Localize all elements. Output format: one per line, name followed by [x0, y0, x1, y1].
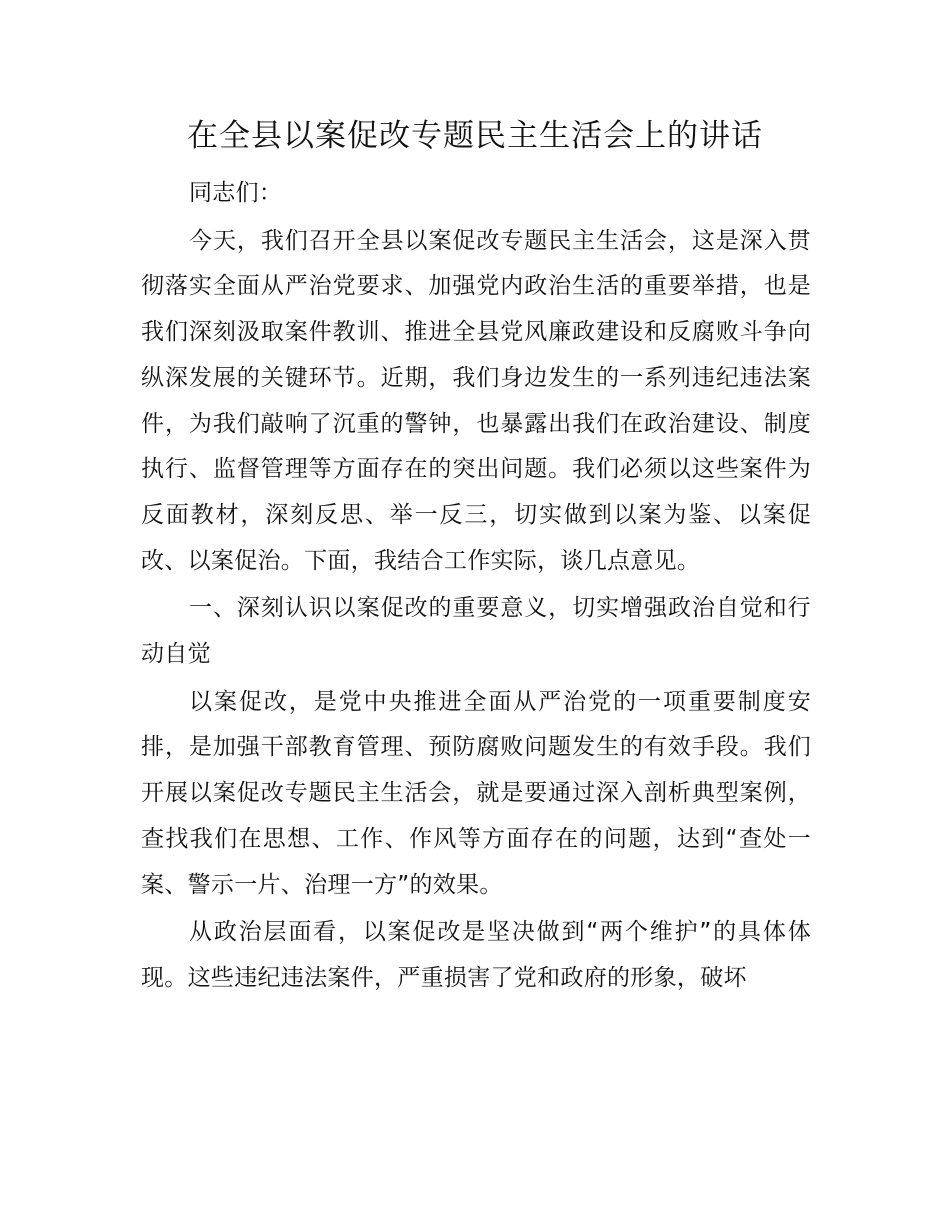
document-body	[141, 171, 811, 1004]
paragraph-political-level: 从政治层面看，以案促改是坚决做到“两个维护”的具体体现。这些违纪违法案件，严重损害了党和政府的形象，破坏	[141, 919, 811, 991]
paragraph-intro: 今天，我们召开全县以案促改专题民主生活会，这是深入贯彻落实全面从严治党要求、加强党内政治生活的重要举措，也是我们深刻汲取案件教训、推进全县党风廉政建设和反腐败斗争向纵深发展的关键环节。近期，我们身边发生的一系列违纪违法案件，为我们敲响了沉重的警钟，也暴露出我们在政治建设、制度执行、监督管理等方面存在的突出问题。我们必须以这些案件为反面教材，深刻反思、举一反三，切实做到以案为鉴、以案促改、以案促治。下面，我结合工作实际，谈几点意见。	[141, 227, 811, 574]
salutation: 同志们：	[189, 180, 283, 206]
paragraph-significance: 以案促改，是党中央推进全面从严治党的一项重要制度安排，是加强干部教育管理、预防腐败问题发生的有效手段。我们开展以案促改专题民主生活会，就是要通过深入剖析典型案例，查找我们在思想、工作、作风等方面存在的问题，达到“查处一案、警示一片、治理一方”的效果。	[141, 688, 811, 898]
section-heading-1: 一、深刻认识以案促改的重要意义，切实增强政治自觉和行动自觉	[141, 595, 811, 668]
document-title: 在全县以案促改专题民主生活会上的讲话	[187, 118, 763, 154]
